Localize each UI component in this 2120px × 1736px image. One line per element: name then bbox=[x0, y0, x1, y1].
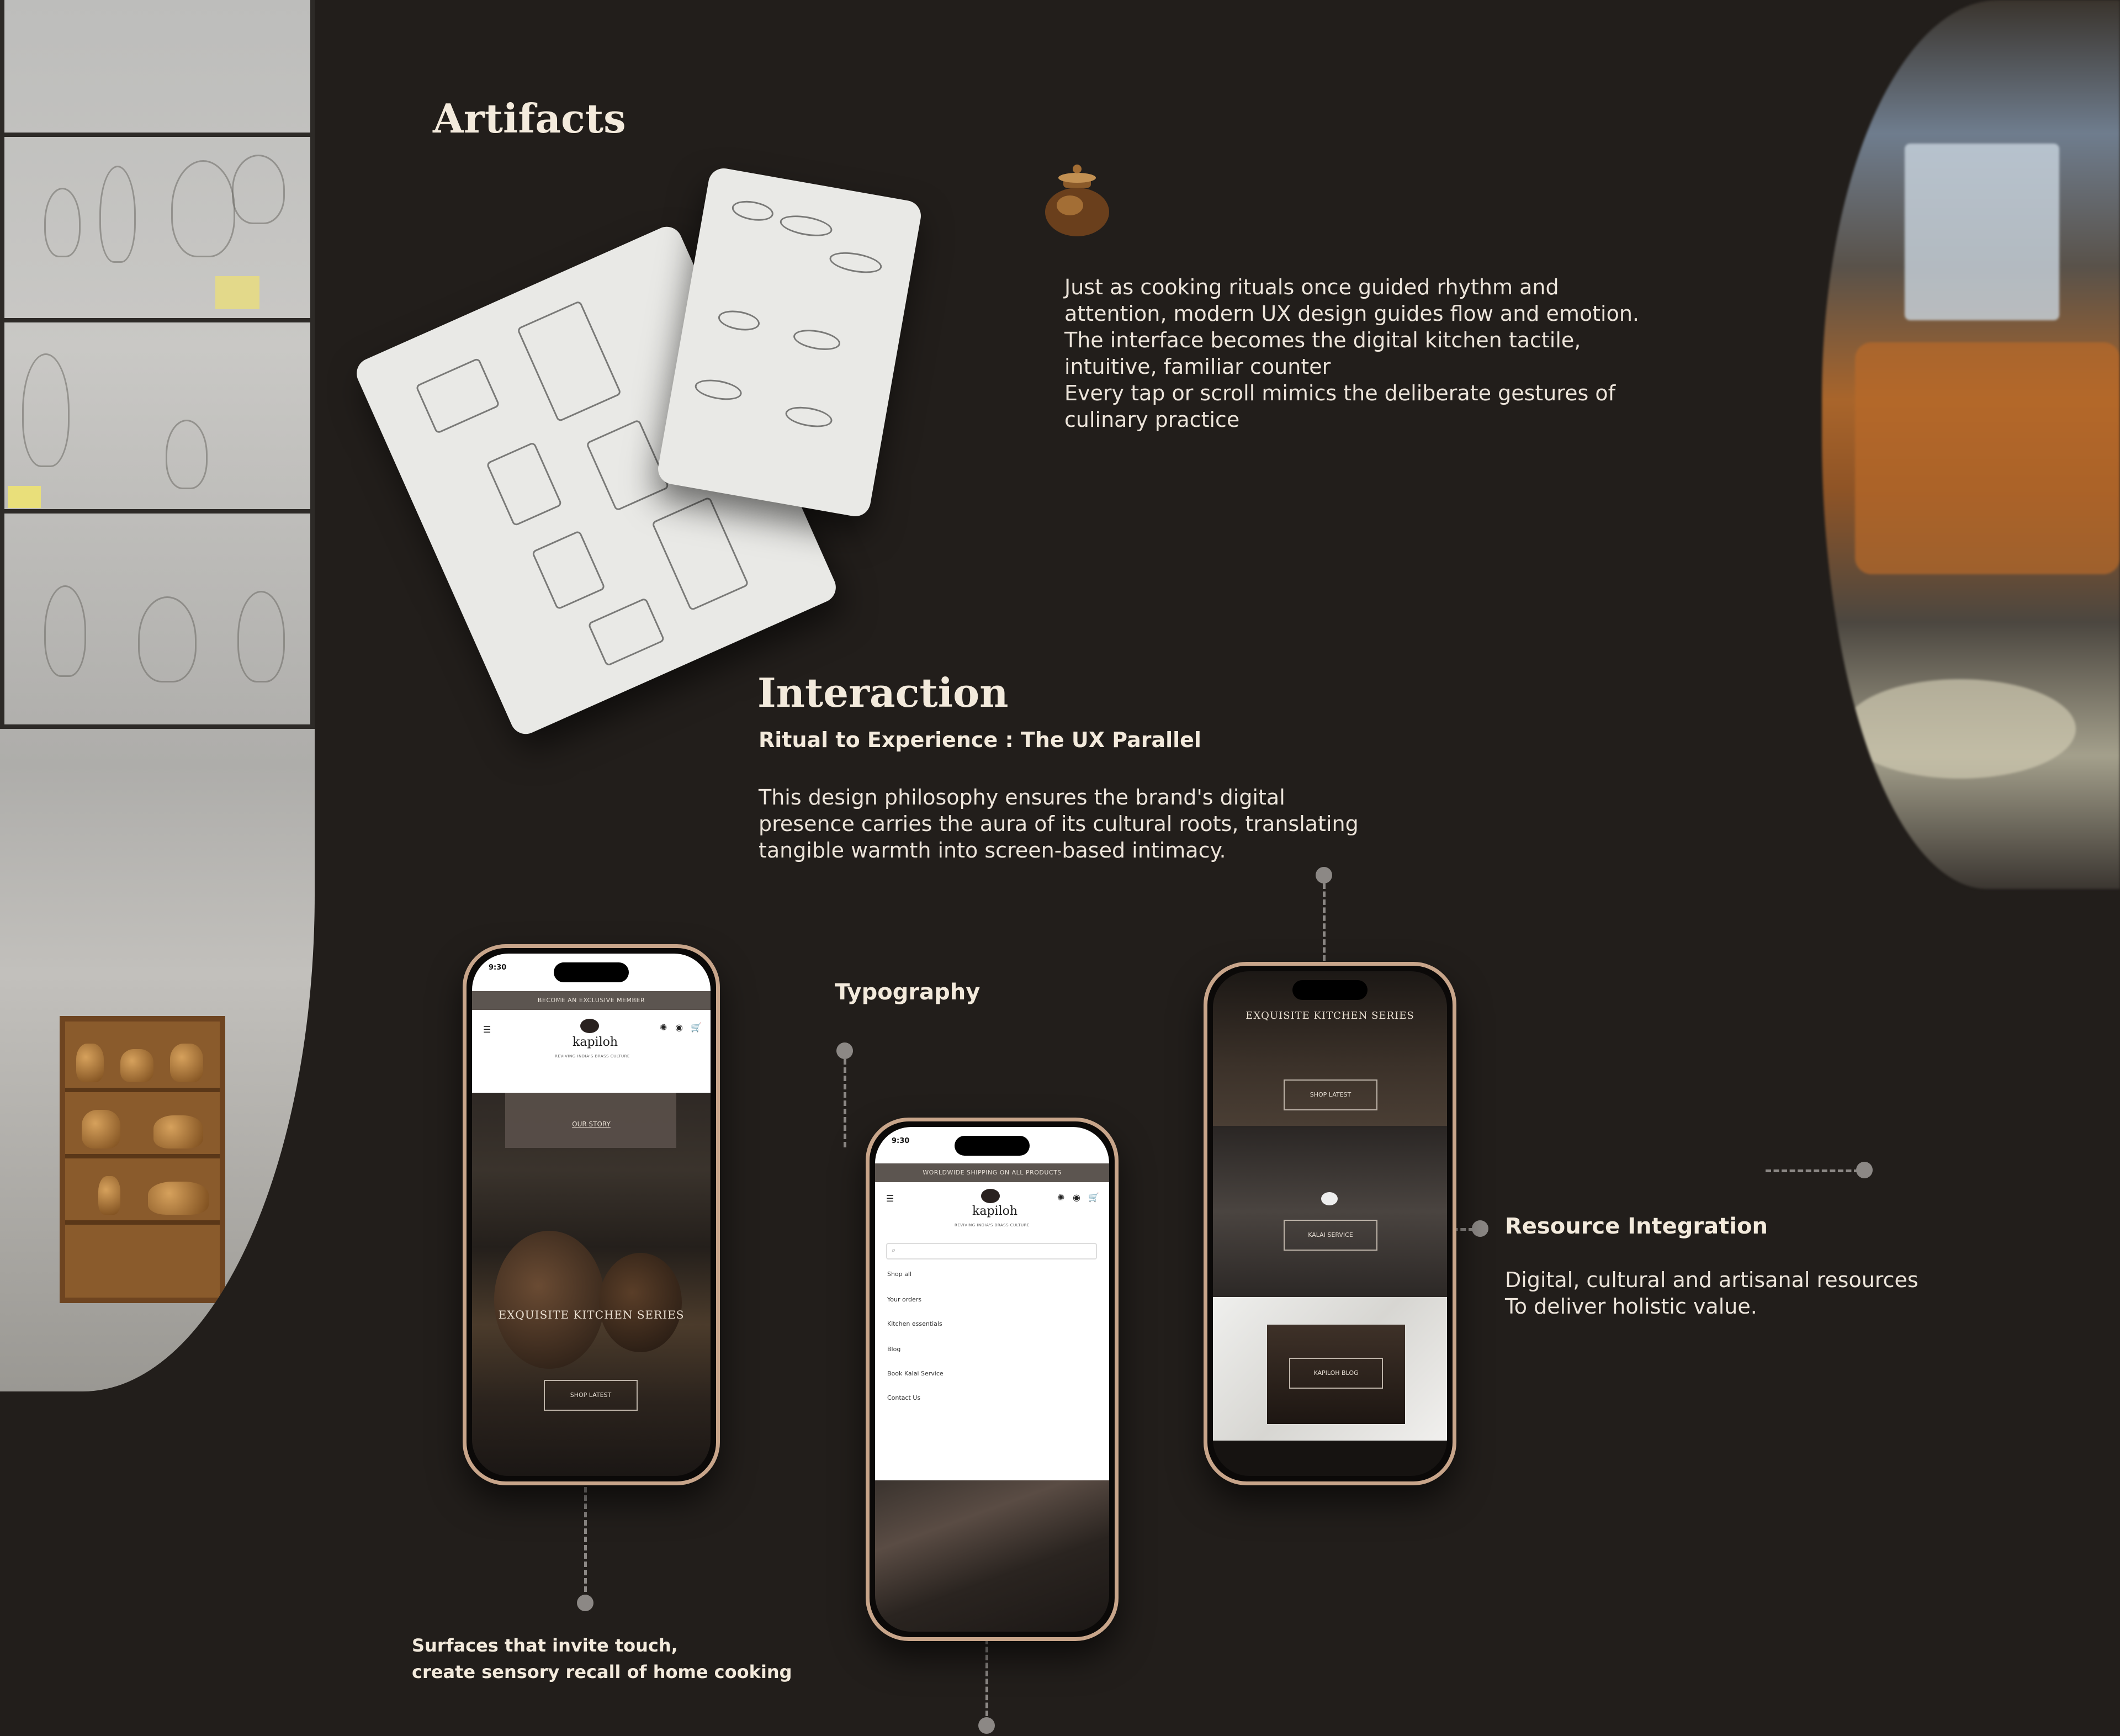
sketch-vessel bbox=[171, 160, 235, 257]
status-time: 9:30 bbox=[892, 1137, 910, 1145]
menu-item-contact-us[interactable]: Contact Us bbox=[887, 1394, 921, 1401]
photo-grid-divider bbox=[0, 318, 315, 322]
phone-screen bbox=[472, 954, 711, 1476]
flowchart-node bbox=[792, 326, 842, 353]
dynamic-island bbox=[1292, 980, 1368, 1000]
flowchart-notebook-right bbox=[656, 166, 924, 519]
wireframe-sketch bbox=[486, 442, 563, 527]
shelf-plank bbox=[65, 1154, 220, 1158]
brass-utensil-shelf bbox=[60, 1016, 225, 1303]
wireframe-sketch bbox=[651, 496, 750, 611]
flowchart-node bbox=[717, 308, 761, 334]
phone-screen bbox=[875, 1127, 1109, 1632]
sketch-vessel bbox=[166, 420, 208, 489]
wireframe-sketch bbox=[587, 597, 665, 667]
menu-item-book-kalai-service[interactable]: Book Kalai Service bbox=[887, 1370, 944, 1377]
connector-line bbox=[1766, 1169, 1859, 1172]
lamp-icon[interactable]: ✺ bbox=[1057, 1192, 1065, 1203]
dynamic-island bbox=[955, 1136, 1030, 1156]
flowchart-node bbox=[730, 198, 775, 224]
kitchen-ambience-photo bbox=[1822, 0, 2120, 889]
connector-dot bbox=[1856, 1162, 1873, 1178]
hero-title: EXQUISITE KITCHEN SERIES bbox=[498, 1308, 685, 1321]
resource-integration-text: Digital, cultural and artisanal resources To deliver holistic value. bbox=[1505, 1268, 1918, 1319]
shelf-plank bbox=[65, 1088, 220, 1092]
sketch-vessel bbox=[44, 188, 81, 257]
menu-item-kitchen-essentials[interactable]: Kitchen essentials bbox=[887, 1320, 942, 1327]
interaction-description: This design philosophy ensures the brand's digital presence carries the aura of its cultural roots, translating tangible warmth into screen-based intimacy. bbox=[759, 785, 1359, 862]
sketch-vessel bbox=[99, 166, 136, 263]
blog-section bbox=[1213, 1297, 1447, 1441]
hero-title: EXQUISITE KITCHEN SERIES bbox=[1246, 1010, 1414, 1022]
brass-pot bbox=[76, 1044, 104, 1082]
hero-image bbox=[472, 1093, 711, 1476]
connector-line bbox=[844, 1059, 846, 1147]
brass-pot bbox=[120, 1049, 153, 1082]
photo-grid-divider bbox=[0, 724, 315, 729]
interaction-heading: Interaction bbox=[757, 669, 1009, 716]
background-image bbox=[875, 1480, 1109, 1632]
shelf-plank bbox=[65, 1220, 220, 1225]
status-time: 9:30 bbox=[489, 964, 507, 972]
wireframe-sketch bbox=[586, 419, 670, 511]
sticky-note bbox=[215, 276, 259, 309]
brass-pot bbox=[82, 1110, 120, 1148]
connector-line bbox=[584, 1479, 587, 1600]
menu-item-blog[interactable]: Blog bbox=[887, 1346, 901, 1353]
kapiloh-blog-button[interactable]: KAPILOH BLOG bbox=[1289, 1358, 1383, 1389]
connector-dot bbox=[1472, 1220, 1488, 1237]
brand-logo[interactable]: kapiloh bbox=[972, 1204, 1018, 1218]
phone-mockup-menu bbox=[866, 1118, 1119, 1641]
wireframe-sketch bbox=[517, 300, 622, 422]
brass-kettle bbox=[494, 1231, 605, 1369]
navigation-drawer bbox=[875, 1182, 1109, 1480]
photo-grid-divider bbox=[0, 133, 315, 137]
phone-mockup-home bbox=[463, 944, 720, 1485]
kalai-service-button[interactable]: KALAI SERVICE bbox=[1284, 1220, 1377, 1251]
phone-mockup-services bbox=[1204, 962, 1456, 1485]
resource-integration-title: Resource Integration bbox=[1505, 1214, 1768, 1239]
user-icon[interactable]: ◉ bbox=[1073, 1192, 1080, 1203]
wireframe-sketch bbox=[415, 357, 500, 434]
site-header bbox=[472, 1010, 711, 1098]
photo-grid-divider bbox=[0, 509, 315, 514]
surfaces-caption: Surfaces that invite touch, create sensory recall of home cooking bbox=[412, 1635, 792, 1682]
sticky-note bbox=[8, 486, 41, 508]
wireframe-sketch bbox=[531, 530, 606, 610]
search-icon: ⌕ bbox=[892, 1246, 896, 1255]
shop-latest-button[interactable]: SHOP LATEST bbox=[1284, 1079, 1377, 1110]
photo-cabinet bbox=[1855, 342, 2120, 574]
brand-emblem-icon bbox=[981, 1189, 1000, 1203]
brand-logo[interactable]: kapiloh bbox=[573, 1035, 618, 1049]
typography-label: Typography bbox=[835, 980, 981, 1005]
photo-grid-divider bbox=[310, 0, 315, 724]
menu-item-shop-all[interactable]: Shop all bbox=[887, 1271, 912, 1278]
photo-bowl bbox=[1844, 679, 2076, 779]
interaction-subtitle: Ritual to Experience : The UX Parallel bbox=[759, 728, 1201, 752]
flowchart-node bbox=[784, 404, 834, 430]
hamburger-icon[interactable]: ☰ bbox=[483, 1024, 491, 1035]
artifacts-description: Just as cooking rituals once guided rhythm and attention, modern UX design guides flow and emotion. The interface becomes the digital kitchen tactile, intuitive, familiar counter Every tap or scroll mimics the deliberate gestures of culinary practice bbox=[1064, 275, 1640, 432]
promo-banner[interactable]: BECOME AN EXCLUSIVE MEMBER bbox=[472, 991, 711, 1010]
flowchart-node bbox=[828, 249, 883, 277]
brass-vessel bbox=[599, 1253, 682, 1352]
brass-pot bbox=[153, 1115, 203, 1148]
blog-card bbox=[1267, 1325, 1405, 1424]
connector-line bbox=[1323, 883, 1326, 961]
dynamic-island bbox=[554, 962, 629, 982]
connector-dot bbox=[978, 1717, 995, 1734]
photo-window bbox=[1905, 144, 2059, 320]
menu-item-your-orders[interactable]: Your orders bbox=[887, 1296, 922, 1303]
kalai-service-section bbox=[1213, 1126, 1447, 1297]
user-icon[interactable]: ◉ bbox=[675, 1022, 683, 1033]
connector-dot bbox=[836, 1042, 853, 1059]
cart-icon[interactable]: 🛒 bbox=[1088, 1192, 1099, 1203]
promo-banner[interactable]: WORLDWIDE SHIPPING ON ALL PRODUCTS bbox=[875, 1163, 1109, 1182]
artifacts-heading: Artifacts bbox=[433, 95, 626, 142]
brass-pot-illustration bbox=[1042, 161, 1112, 239]
phone-screen bbox=[1213, 971, 1447, 1476]
sketch-vessel bbox=[138, 596, 197, 682]
brand-emblem-icon bbox=[580, 1019, 599, 1033]
hamburger-icon[interactable]: ☰ bbox=[886, 1193, 894, 1204]
our-story-link[interactable]: OUR STORY bbox=[572, 1120, 611, 1128]
brand-tagline: REVIVING INDIA'S BRASS CULTURE bbox=[955, 1223, 1030, 1227]
brass-pot bbox=[148, 1182, 209, 1215]
sketch-vessel bbox=[44, 585, 86, 677]
sketch-vessel bbox=[22, 353, 70, 467]
cart-icon[interactable]: 🛒 bbox=[691, 1022, 702, 1033]
shop-latest-button[interactable]: SHOP LATEST bbox=[544, 1380, 638, 1411]
flowchart-node bbox=[693, 377, 744, 403]
sketch-vessel bbox=[232, 155, 285, 224]
kalai-emblem-icon bbox=[1321, 1192, 1338, 1205]
connector-dot bbox=[577, 1595, 593, 1611]
sketch-vessel bbox=[237, 591, 285, 682]
brass-pot bbox=[170, 1044, 203, 1082]
brass-pot bbox=[98, 1176, 120, 1215]
search-input[interactable] bbox=[886, 1243, 1097, 1259]
connector-line bbox=[985, 1639, 988, 1716]
brand-tagline: REVIVING INDIA'S BRASS CULTURE bbox=[555, 1054, 630, 1058]
photo-grid-divider bbox=[0, 0, 4, 724]
flowchart-node bbox=[778, 212, 834, 240]
connector-dot bbox=[1316, 867, 1332, 883]
lamp-icon[interactable]: ✺ bbox=[660, 1022, 667, 1033]
kitchen-sketch-photo bbox=[0, 0, 315, 1391]
